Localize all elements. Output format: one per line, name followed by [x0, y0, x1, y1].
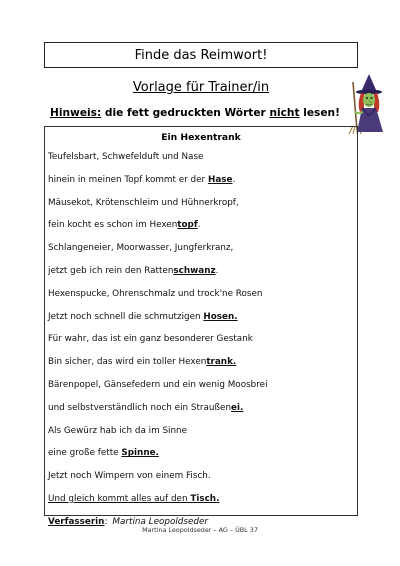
poem-line [48, 426, 187, 436]
poem-line [48, 334, 253, 344]
poem-line-tail: . [232, 174, 236, 185]
poem-line [48, 220, 200, 230]
poem-line-text: und selbstverständlich noch ein Straußen [48, 402, 232, 413]
poem-line-text: Jetzt noch Wimpern von einem Fisch. [48, 471, 211, 482]
poem-line [48, 266, 218, 276]
poem-heading: Ein Hexentrank [161, 132, 241, 143]
poem-line-text: jetzt geb ich rein den Ratten [48, 266, 174, 276]
hint-text-before: die fett gedruckten Wörter [101, 107, 270, 119]
rhyme-word: trank. [206, 357, 237, 368]
rhyme-word: schwanz [173, 266, 216, 276]
poem-line-text: Bin sicher, das wird ein toller Hexen [48, 357, 207, 368]
poem-line [48, 312, 238, 322]
poem-line [48, 448, 159, 458]
witch-icon [347, 72, 391, 134]
page-title: Finde das Reimwort! [44, 42, 358, 68]
poem-line [48, 357, 236, 367]
page-footer: Martina Leopoldseder – AG – ÜBL 37 [142, 526, 258, 534]
poem-line-text: Mäusekot, Krötenschleim und Hühnerkropf, [48, 197, 239, 208]
poem-line-text: hinein in meinen Topf kommt er der [48, 174, 208, 185]
poem-line-text: Für wahr, das ist ein ganz besonderer Gestank [48, 334, 253, 345]
poem-line-tail: . [215, 266, 219, 276]
poem-line [48, 471, 211, 481]
page-subtitle: Vorlage für Trainer/in [132, 80, 270, 95]
poem-line-text: Teufelsbart, Schwefelduft und Nase [48, 152, 204, 162]
poem-box [44, 126, 358, 527]
rhyme-word: ei. [231, 402, 244, 413]
poem-line-text: eine große fette [48, 448, 122, 459]
hint-label: Hinweis: [50, 107, 102, 119]
poem-line [48, 289, 262, 299]
poem-line-tail: . [197, 220, 201, 231]
poem-line [48, 198, 239, 208]
hint-line [50, 107, 340, 119]
rhyme-word: Hase [207, 174, 233, 185]
hint-text-after: lesen! [299, 107, 340, 119]
poem-line [48, 152, 203, 162]
poem-line [48, 403, 243, 413]
author-name: Martina Leopoldseder [112, 516, 208, 527]
poem-line-text: fein kocht es schon im Hexen [48, 220, 178, 231]
poem-line [48, 494, 219, 504]
rhyme-word: Tisch. [190, 494, 220, 504]
poem-line [48, 243, 233, 253]
hint-emphasis: nicht [269, 107, 300, 119]
author-label: Verfasserin [48, 516, 105, 527]
poem-line-text: Und gleich kommt alles auf den [48, 494, 191, 504]
poem-line-text: Jetzt noch schnell die schmutzigen [48, 311, 204, 322]
rhyme-word: Spinne. [121, 448, 159, 459]
poem-line [48, 175, 235, 185]
poem-line-text: Als Gewürz hab ich da im Sinne [48, 425, 188, 436]
rhyme-word: topf [177, 220, 198, 231]
poem-line-text: Schlangeneier, Moorwasser, Jungferkranz, [48, 243, 234, 254]
poem-line-text: Hexenspucke, Ohrenschmalz und trock'ne Rosen [48, 288, 263, 299]
poem-line [48, 380, 268, 390]
poem-line-text: Bärenpopel, Gänsefedern und ein wenig Moosbrei [48, 380, 268, 390]
author-colon: : [104, 516, 108, 527]
rhyme-word: Hosen. [203, 311, 238, 322]
